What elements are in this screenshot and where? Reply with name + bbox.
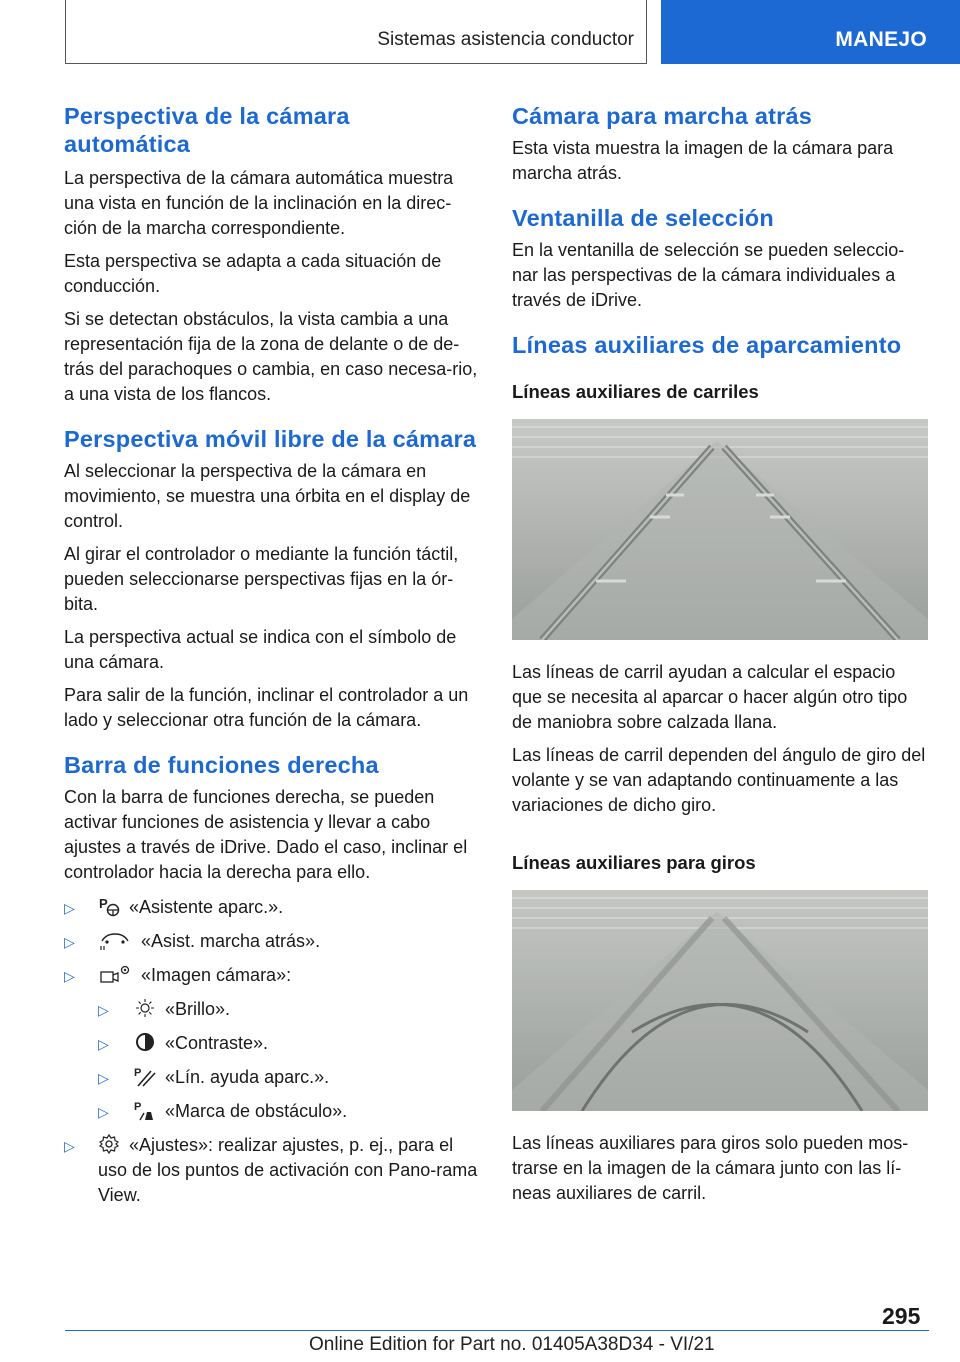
paragraph: Esta vista muestra la imagen de la cámara para marcha atrás. <box>512 138 894 183</box>
list-item-text: «Marca de obstáculo». <box>165 1101 348 1121</box>
section-title-automatic-camera <box>64 102 480 158</box>
section-title-parking-lines: Líneas auxiliares de aparcamiento <box>512 332 902 358</box>
list-item <box>64 895 480 920</box>
footer-edition-text: Online Edition for Part no. 01405A38D34 - VI/21 <box>309 1334 715 1355</box>
bullet-triangle-icon: ▷ <box>64 900 75 916</box>
paragraph: La perspectiva actual se indica con el símbolo de una cámara. <box>64 627 457 672</box>
list-item-text: «Imagen cámara»: <box>141 965 292 985</box>
list-item-text: «Asist. marcha atrás». <box>141 931 321 951</box>
right-column <box>512 102 930 1206</box>
title-line-1: Perspectiva de la cámara <box>64 103 350 129</box>
parking-assistant-icon <box>98 895 120 917</box>
brightness-icon <box>134 997 156 1019</box>
page-number: 295 <box>882 1303 921 1329</box>
list-item <box>64 1133 480 1208</box>
lane-lines-illustration <box>512 419 928 640</box>
bullet-triangle-icon: ▷ <box>64 968 75 984</box>
paragraph: En la ventanilla de selección se pueden seleccio‐nar las perspectivas de la cámara individuales a través de iDrive. <box>512 240 905 310</box>
turning-lines-illustration <box>512 890 928 1111</box>
list-item-text: «Asistente aparc.». <box>129 897 284 917</box>
bullet-triangle-icon: ▷ <box>98 1002 109 1018</box>
paragraph: Las líneas de carril dependen del ángulo de giro del volante y se van adaptando continuamente a las variaciones de dicho giro. <box>512 745 926 815</box>
paragraph: Para salir de la función, inclinar el controlador a un lado y seleccionar otra función de la cámara. <box>64 685 469 730</box>
bullet-triangle-icon: ▷ <box>98 1036 109 1052</box>
section-title-free-camera: Perspectiva móvil libre de la cámara <box>64 426 477 452</box>
section-title-rear-camera: Cámara para marcha atrás <box>512 103 813 129</box>
lane-lines-figure <box>512 419 928 640</box>
list-item-text: «Lín. ayuda aparc.». <box>165 1067 330 1087</box>
left-column <box>64 102 480 1217</box>
bullet-triangle-icon: ▷ <box>64 934 75 950</box>
list-item <box>64 929 480 954</box>
list-item <box>64 997 480 1022</box>
paragraph: La perspectiva de la cámara automática muestra una vista en función de la inclinación en la direc‐ción de la marcha correspondiente. <box>64 168 454 238</box>
list-item <box>64 1031 480 1056</box>
list-item-text: «Contraste». <box>165 1033 269 1053</box>
bullet-triangle-icon: ▷ <box>98 1104 109 1120</box>
title-line-2: automática <box>64 131 191 157</box>
turning-lines-figure <box>512 890 928 1111</box>
paragraph: Las líneas auxiliares para giros solo pueden mos‐trarse en la imagen de la cámara junto con las lí‐neas auxiliares de carril. <box>512 1133 909 1203</box>
bullet-triangle-icon: ▷ <box>98 1070 109 1086</box>
list-item <box>64 1099 480 1124</box>
subsection-title-lane-lines: Líneas auxiliares de carriles <box>512 381 759 402</box>
subsection-title-turning-lines: Líneas auxiliares para giros <box>512 852 756 873</box>
header-section-label: MANEJO <box>835 28 927 51</box>
paragraph: Al girar el controlador o mediante la función táctil, pueden seleccionarse perspectivas fijas en la ór‐bita. <box>64 544 459 614</box>
list-item <box>64 963 480 988</box>
list-item <box>64 1065 480 1090</box>
paragraph: Las líneas de carril ayudan a calcular el espacio que se necesita al aparcar o hacer algún otro tipo de maniobra sobre calzada llana. <box>512 662 908 732</box>
gear-icon <box>98 1133 120 1155</box>
list-item-text: «Brillo». <box>165 999 231 1019</box>
header-section-tab[interactable] <box>661 0 960 64</box>
function-bar-list <box>64 895 480 1208</box>
header-title: Sistemas asistencia conductor <box>377 29 634 50</box>
paragraph: Si se detectan obstáculos, la vista cambia a una representación fija de la zona de delante o de de‐trás del parachoques o cambia, en caso necesa‐rio, a una vista de los flancos. <box>64 309 478 404</box>
header-box <box>65 0 647 64</box>
bullet-triangle-icon: ▷ <box>64 1138 75 1154</box>
section-title-function-bar: Barra de funciones derecha <box>64 752 379 778</box>
paragraph: Esta perspectiva se adapta a cada situación de conducción. <box>64 251 442 296</box>
reversing-assistant-icon <box>98 929 132 951</box>
parking-lines-icon <box>134 1065 156 1087</box>
paragraph: Al seleccionar la perspectiva de la cámara en movimiento, se muestra una órbita en el display de control. <box>64 461 471 531</box>
section-title-selection-window: Ventanilla de selección <box>512 205 774 231</box>
camera-settings-icon <box>98 963 132 985</box>
obstacle-marker-icon <box>134 1099 156 1121</box>
svg-text:P: P <box>134 1101 142 1113</box>
svg-text:P: P <box>99 896 108 911</box>
paragraph: Con la barra de funciones derecha, se pueden activar funciones de asistencia y llevar a cabo ajustes a través de iDrive. Dado el caso, inclinar el controlador hacia la derecha para ello. <box>64 787 468 882</box>
footer-divider <box>65 1330 929 1331</box>
svg-text:P: P <box>134 1067 142 1079</box>
list-item-text: «Ajustes»: realizar ajustes, p. ej., para el uso de los puntos de activación con Pano‐rama View. <box>98 1135 478 1205</box>
contrast-icon <box>134 1031 156 1053</box>
